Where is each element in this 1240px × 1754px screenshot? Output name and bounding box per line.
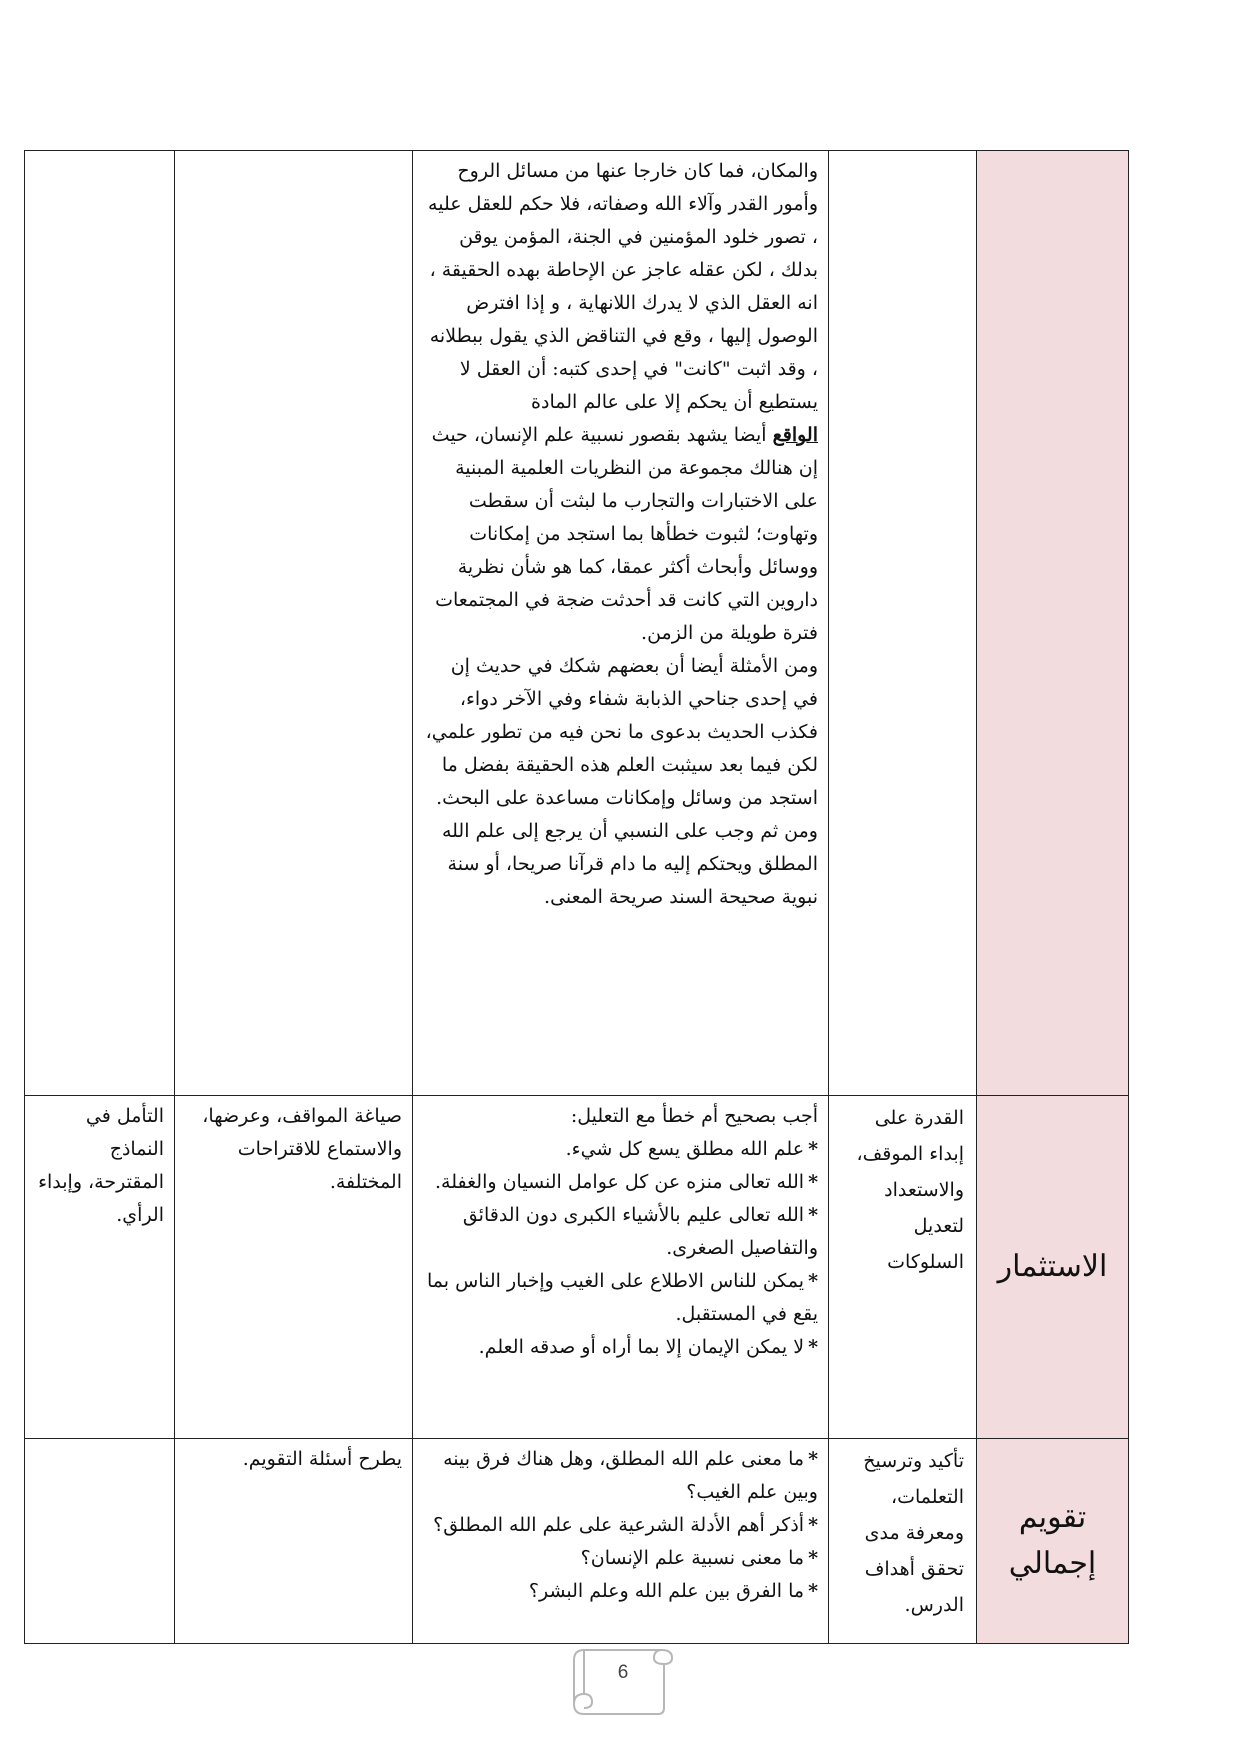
page-number-text: 6 [617,1662,629,1683]
table-row [25,151,1129,1096]
list-item: *الله تعالى عليم بالأشياء الكبرى دون الدقائق والتفاصيل الصغرى. [462,1204,818,1259]
stage-cell [977,151,1129,1096]
lead-word: الواقع [772,424,818,446]
list-item: *ما الفرق بين علم الله وعلم البشر؟ [528,1580,818,1602]
bullet-icon: * [808,1448,818,1470]
content-cell [413,1439,829,1644]
content-paragraph: ومن الأمثلة أيضا أن بعضهم شكك في حديث إن في إحدى جناحي الذبابة شفاء وفي الآخر دواء، فكذب الحديث بدعوى ما نحن فيه من تطور علمي، لكن فيما بعد سيثبت العلم هذه الحقيقة بفضل ما استجد من وسائل وإمكانات مساعدة على البحث. [425,655,818,809]
stage-cell: الاستثمار [977,1096,1129,1439]
activity-cell: صياغة المواقف، وعرضها، والاستماع للاقتراحات المختلفة. [175,1096,413,1439]
bullet-icon: * [808,1514,818,1536]
table-row [25,1096,1129,1439]
question-list [423,1133,818,1364]
bullet-icon: * [808,1270,818,1292]
notes-cell [25,151,175,1096]
goals-cell [829,151,977,1096]
list-item: *يمكن للناس الاطلاع على الغيب وإخبار الناس بما يقع في المستقبل. [427,1270,818,1325]
content-paragraph: ومن ثم وجب على النسبي أن يرجع إلى علم الله المطلق ويحتكم إليه ما دام قرآنا صريحا، أو سنة نبوية صحيحة السند صريحة المعنى. [441,820,818,908]
bullet-icon: * [808,1138,818,1160]
question-list [423,1443,818,1608]
bullet-icon: * [808,1171,818,1193]
content-paragraph: والمكان، فما كان خارجا عنها من مسائل الروح وأمور القدر وآلاء الله وصفاته، فلا حكم للعقل عليه ، تصور خلود المؤمنين في الجنة، المؤمن يوقن بدلك ، لكن عقله عاجز عن الإحاطة بهده الحقيقة ، انه العقل الذي لا يدرك اللانهاية ، و إذا افترض الوصول إليها ، وقع في التناقض الذي يقول ببطلانه ، وقد اثبت "كانت" في إحدى كتبه: أن العقل لا يستطيع أن يحكم إلا على عالم المادة [428,160,818,413]
content-text: أيضا يشهد بقصور نسبية علم الإنسان، حيث إن هنالك مجموعة من النظريات العلمية المبنية على الاختبارات والتجارب ما لبثت أن سقطت وتهاوت؛ لثبوت خطأها بما استجد من إمكانات ووسائل وأبحاث أكثر عمقا، كما هو شأن نظرية داروين التي كانت قد أحدثت ضجة في المجتمعات فترة طويلة من الزمن. [431,424,818,644]
goals-cell: تأكيد وترسيخ التعلمات، ومعرفة مدى تحقق أهداف الدرس. [829,1439,977,1644]
page-number [568,1642,678,1718]
list-item: *الله تعالى منزه عن كل عوامل النسيان والغفلة. [435,1171,818,1193]
content-cell [413,151,829,1096]
bullet-icon: * [808,1204,818,1226]
list-item: *علم الله مطلق يسع كل شيء. [565,1138,818,1160]
list-item: *ما معنى نسبية علم الإنسان؟ [580,1547,818,1569]
list-item: *ما معنى علم الله المطلق، وهل هناك فرق بينه وبين علم الغيب؟ [443,1448,818,1503]
activity-cell [175,151,413,1096]
notes-cell: التأمل في النماذج المقترحة، وإبداء الرأي. [25,1096,175,1439]
lesson-plan-table [24,150,1129,1644]
stage-cell: تقويم إجمالي [977,1439,1129,1644]
notes-cell [25,1439,175,1644]
bullet-icon: * [808,1580,818,1602]
activity-cell: يطرح أسئلة التقويم. [175,1439,413,1644]
content-paragraph [423,419,818,650]
bullet-icon: * [808,1547,818,1569]
goals-cell: القدرة على إبداء الموقف، والاستعداد لتعديل السلوكات [829,1096,977,1439]
list-item: *لا يمكن الإيمان إلا بما أراه أو صدقه العلم. [478,1336,818,1358]
bullet-icon: * [808,1336,818,1358]
table-row [25,1439,1129,1644]
content-cell [413,1096,829,1439]
question-intro: أجب بصحيح أم خطأ مع التعليل: [570,1105,818,1127]
list-item: *أذكر أهم الأدلة الشرعية على علم الله المطلق؟ [433,1514,818,1536]
